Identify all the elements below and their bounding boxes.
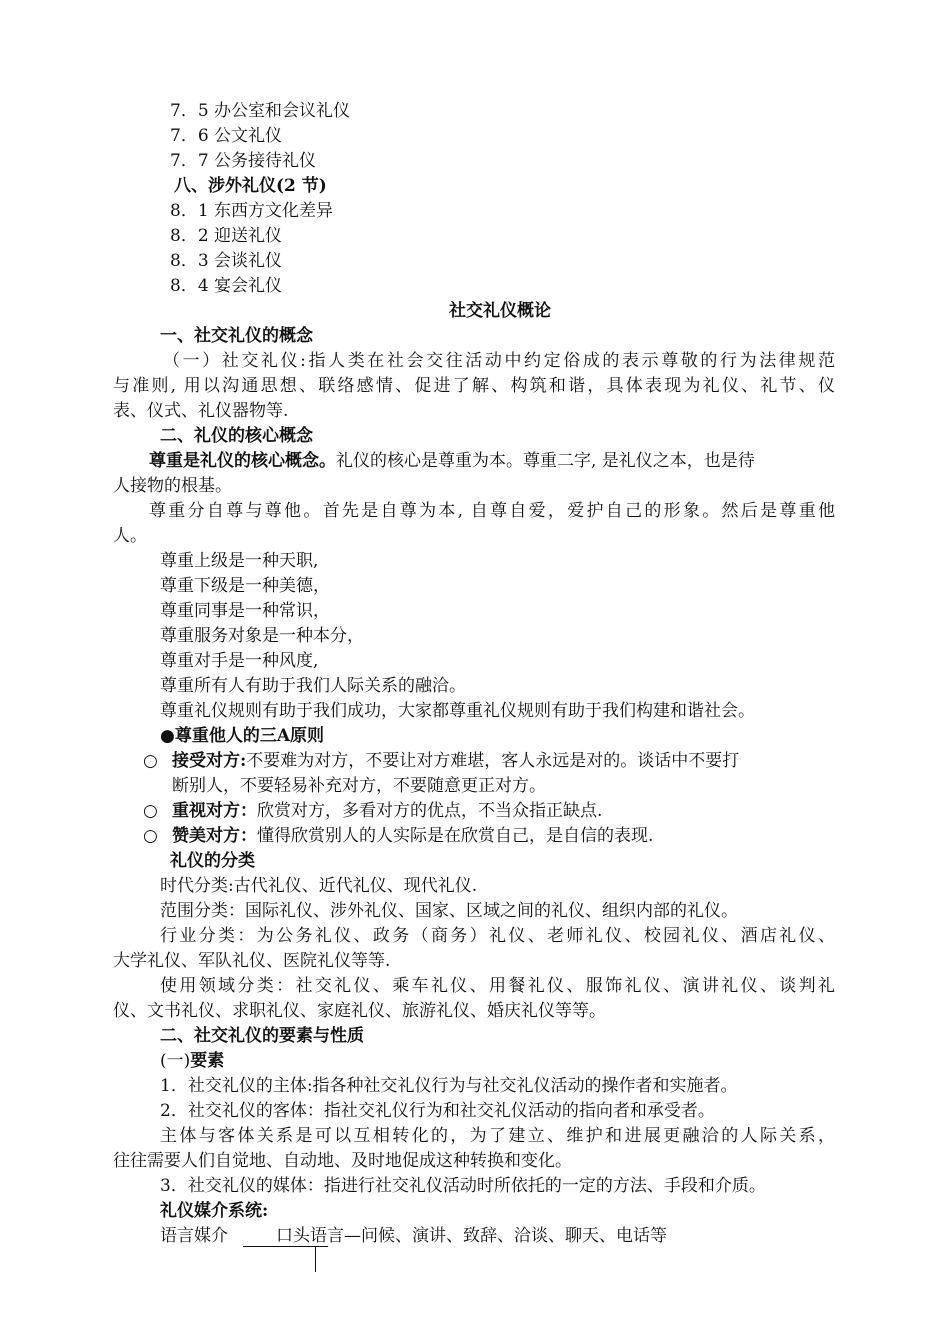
paragraph-line: 尊重礼仪规则有助于我们成功，大家都尊重礼仪规则有助于我们构建和谐社会。 xyxy=(160,701,755,721)
bullet-item xyxy=(172,749,739,774)
paragraph-line: 尊重分自尊与尊他。首先是自尊为本, 自尊自爱，爱护自己的形象。然后是尊重他 xyxy=(149,501,835,521)
section-heading: 二、社交礼仪的要素与性质 xyxy=(160,1026,364,1046)
list-item: 尊重所有人有助于我们人际关系的融洽。 xyxy=(160,676,466,696)
paragraph-line: 2．社交礼仪的客体：指社交礼仪行为和社交礼仪活动的指向者和承受者。 xyxy=(160,1101,715,1121)
paragraph-line: （一）社交礼仪:指人类在社会交往活动中约定俗成的表示尊敬的行为法律规范 xyxy=(163,351,835,371)
bullet-label: 接受对方: xyxy=(172,751,247,771)
section-heading: 礼仪的分类 xyxy=(170,851,255,871)
outline-heading: 八、涉外礼仪(2 节) xyxy=(174,176,327,196)
outline-item: 7．5 办公室和会议礼仪 xyxy=(170,101,351,121)
outline-item: 8．1 东西方文化差异 xyxy=(170,201,334,221)
subsection-heading xyxy=(160,1049,224,1074)
paragraph-line: 使用领域分类：社交礼仪、乘车礼仪、用餐礼仪、服饰礼仪、演讲礼仪、谈判礼 xyxy=(160,976,835,996)
paragraph-line: 大学礼仪、军队礼仪、医院礼仪等等. xyxy=(113,951,391,971)
paragraph-line xyxy=(149,449,835,474)
media-category: 语言媒介 xyxy=(160,1226,228,1246)
body-text: 礼仪的核心是尊重为本。尊重二字, 是礼仪之本，也是待 xyxy=(336,451,755,471)
outline-item: 8．2 迎送礼仪 xyxy=(170,226,283,246)
list-item: 尊重上级是一种天职, xyxy=(160,551,319,571)
list-item: 尊重同事是一种常识， xyxy=(160,601,330,621)
list-item: 尊重对手是一种风度, xyxy=(160,651,319,671)
paragraph-line: 1．社交礼仪的主体:指各种社交礼仪行为与社交礼仪活动的操作者和实施者。 xyxy=(160,1076,738,1096)
document-title: 社交礼仪概论 xyxy=(449,301,551,321)
outline-item: 8．4 宴会礼仪 xyxy=(170,276,283,296)
outline-item: 7．7 公务接待礼仪 xyxy=(170,151,317,171)
paragraph-line: 行业分类：为公务礼仪、政务（商务）礼仪、老师礼仪、校园礼仪、酒店礼仪、 xyxy=(160,926,835,946)
paragraph-line: 仪、文书礼仪、求职礼仪、家庭礼仪、旅游礼仪、婚庆礼仪等等。 xyxy=(113,1001,606,1021)
bullet-continuation: 断别人，不要轻易补充对方，不要随意更正对方。 xyxy=(172,776,546,796)
media-heading: 礼仪媒介系统: xyxy=(160,1201,269,1221)
bracket-vertical-line xyxy=(315,1246,316,1272)
paragraph-line: 主体与客体关系是可以互相转化的，为了建立、维护和进展更融洽的人际关系， xyxy=(160,1126,835,1146)
list-item: 尊重下级是一种美德， xyxy=(160,576,330,596)
paragraph-line: 往往需要人们自觉地、自动地、及时地促成这种转换和变化。 xyxy=(113,1151,572,1171)
outline-item: 7．6 公文礼仪 xyxy=(170,126,283,146)
bullet-label: 赞美对方： xyxy=(172,826,257,846)
bullet-label: 重视对方： xyxy=(172,801,257,821)
subsection-heading: ●尊重他人的三A原则 xyxy=(160,726,325,746)
bullet-circle-icon: ○ xyxy=(143,751,158,771)
bullet-item xyxy=(172,799,602,824)
paragraph-line: 人接物的根基。 xyxy=(113,476,232,496)
subsection-prefix: (一) xyxy=(160,1051,191,1071)
bullet-text: 欣赏对方，多看对方的优点，不当众指正缺点. xyxy=(257,801,603,821)
paragraph-line: 时代分类:古代礼仪、近代礼仪、现代礼仪. xyxy=(160,876,478,896)
media-item: 口头语言—问候、演讲、致辞、洽谈、聊天、电话等 xyxy=(276,1226,667,1246)
paragraph-line: 人。 xyxy=(113,526,147,546)
section-heading: 二、礼仪的核心概念 xyxy=(160,426,313,446)
bullet-text: 不要难为对方，不要让对方难堪，客人永远是对的。谈话中不要打 xyxy=(246,751,740,771)
bullet-item xyxy=(172,824,653,849)
emphasis-text: 尊重是礼仪的核心概念。 xyxy=(149,451,336,471)
subsection-title: 要素 xyxy=(190,1051,225,1071)
paragraph-line: 范围分类：国际礼仪、涉外礼仪、国家、区域之间的礼仪、组织内部的礼仪。 xyxy=(160,901,738,921)
section-heading: 一、社交礼仪的概念 xyxy=(160,326,313,346)
outline-item: 8．3 会谈礼仪 xyxy=(170,251,283,271)
bullet-circle-icon: ○ xyxy=(143,826,158,846)
paragraph-line: 3．社交礼仪的媒体：指进行社交礼仪活动时所依托的一定的方法、手段和介质。 xyxy=(160,1176,766,1196)
bullet-circle-icon: ○ xyxy=(143,801,158,821)
bullet-text: 懂得欣赏别人的人实际是在欣赏自己，是自信的表现. xyxy=(257,826,654,846)
paragraph-line: 表、仪式、礼仪器物等. xyxy=(113,401,289,421)
list-item: 尊重服务对象是一种本分， xyxy=(160,626,364,646)
paragraph-line: 与准则, 用以沟通思想、联络感情、促进了解、构筑和谐，具体表现为礼仪、礼节、仪 xyxy=(113,376,835,396)
